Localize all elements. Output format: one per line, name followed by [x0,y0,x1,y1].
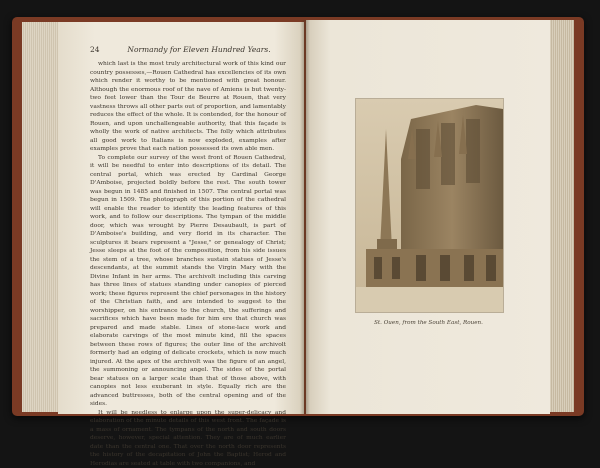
tower-window [416,129,430,189]
book-gutter [300,20,310,414]
paragraph: which last is the most truly architectural work of this kind our country possesses,—Rouen Cathedral has excellencies of its own which render it worthy to be mentioned with great honour. Although the enormous roof of the nave of Amiens is but twenty-two feet lower than the Tour de Beurre at Rouen, that very vastness throws all other parts out of proportion, and lamentably reduces the effect of the whole. It is contended, for the honour of Rouen, and upon unchallengeable authority, that this façade is wholly the work of native architects. The folly which attributes all good work to Italians is now exploded, examples after examples prove that each nation possessed its own able men. [90,60,286,154]
page-number: 24 [90,44,100,56]
tower-window [441,123,455,185]
paragraph: It will be needless to enlarge upon the super-delicacy and elaboration of the minute details of this west front. The façade is a mass of ornament. The tympans of the north and south doors deserve, however, special attention. They are of much earlier date than the central one. That over the north door represents the history of the decapitation of John the Baptist; Herod and Herodias are seated at table with two companions, and [90,409,286,468]
tower-window [466,119,480,183]
cathedral-illustration [356,99,503,312]
nave-window [392,257,400,279]
page-edges-right [548,20,574,412]
nave [366,249,503,287]
running-head [90,44,286,56]
cathedral-photograph [355,98,504,313]
nave-window [374,257,382,279]
running-title: Normandy for Eleven Hundred Years. [112,44,286,56]
plate-caption: St. Ouen, from the South East, Rouen. [355,319,502,327]
body-text [90,60,286,402]
ground [356,287,503,312]
page-edges-left [22,22,62,412]
paragraph: To complete our survey of the west front of Rouen Cathedral, it will be needful to enter into descriptions of its detail. The central portal, which was erected by Cardinal George D'Amboise, projected boldly before the rest. The south tower was begun in 1485 and finished in 1507. The central portal was begun in 1509. The photograph of this portion of the cathedral will enable the reader to identify the leading features of this work, and to follow our descriptions. The tympan of the middle door, which was wrought by Pierre Desaubault, is part of D'Amboise's building, and very florid in its character. The sculptures it bears represent a "Jesse," or genealogy of Christ; Jesse sleeps at the foot of the composition, from his side issues the stem of a tree, whose branches sustain statues of Jesse's descendants, at the summit stands the Virgin Mary with the Divine Infant in her arms. The archivolt including this carving has three lines of statues standing under canopies of pierced work; these figures represent the chief personages in the history of the Christian faith, and are intended to suggest to the worshipper, on his entrance to the church, the sufferings and sacrifices which have been made for him ere that church was prepared and made stable. Lines of stone-lace work and elaborate carvings of the most minute kind, fill the spaces between these rows of figures; the outer line of the archivolt formerly had an edging of delicate crockets, which is now much injured. At the apex of the archivolt was the figure of an angel, the summoning or announcing angel. The sides of the portal bear statues on a larger scale than that of those above, with canopies not less exuberant in style. Equally rich are the advanced buttresses, both of the central opening and of the sides. [90,154,286,409]
nave-window [464,255,474,281]
nave-window [486,255,496,281]
nave-window [416,255,426,281]
nave-window [440,255,450,281]
